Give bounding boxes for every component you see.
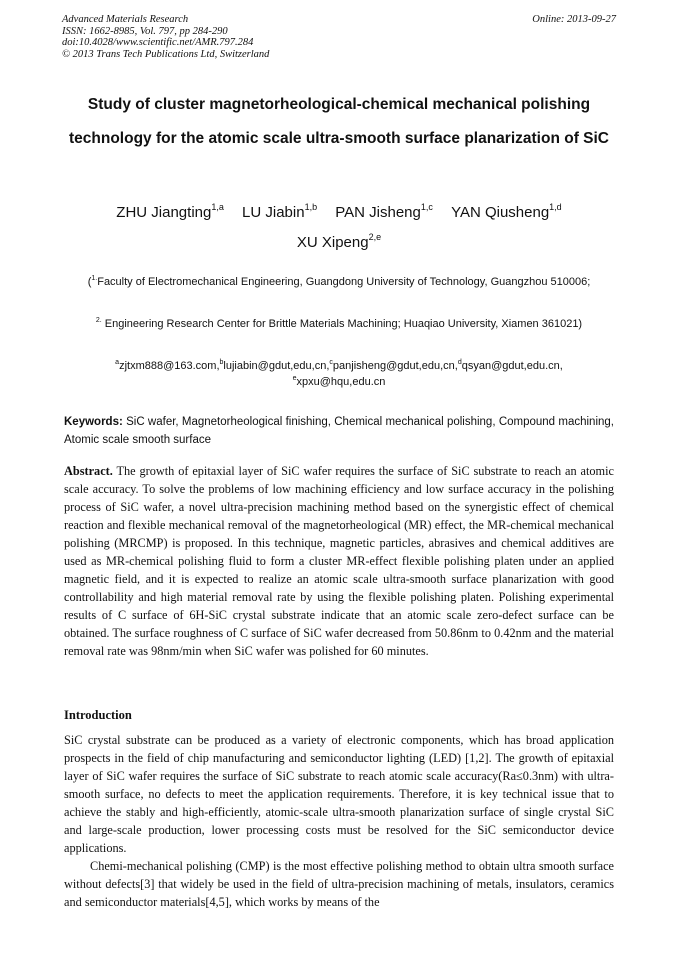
email-link[interactable]: lujiabin@gdut,edu,cn, [223, 360, 330, 372]
issn-line: ISSN: 1662-8985, Vol. 797, pp 284-290 [62, 25, 228, 37]
author: LU Jiabin$^{1,b}$ [242, 202, 318, 221]
author: YAN Qiusheng$^{1,d}$ [451, 202, 562, 221]
journal-name: Advanced Materials Research [62, 14, 189, 25]
paper-title: Study of cluster magnetorheological-chemical mechanical polishing technology for the atomic scale ultra-smooth surface planarization of SiC [68, 96, 609, 147]
abstract [64, 462, 614, 660]
section-heading-introduction: Introduction [64, 708, 132, 722]
author: XU Xipeng$^{2,e}$ [296, 232, 382, 251]
keywords-label: Keywords: [64, 416, 123, 428]
author: ZHU Jiangting$^{1,a}$ [116, 202, 224, 221]
introduction-body [64, 731, 614, 911]
abstract-label: Abstract. [64, 464, 113, 478]
email-link[interactable]: qsyan@gdut,edu.cn, [461, 360, 563, 372]
abstract-text: The growth of epitaxial layer of SiC wafer requires the surface of SiC substrate to reach an atomic scale accuracy. To solve the problems of low machining efficiency and low surface accuracy in the polishing process of SiC wafer, a novel ultra-precision machining method based on the synergistic effect of chemical reaction and flexible mechanical removal of the magnetorheological (MR) effect, the MR-chemical mechanical polishing (MRCMP) is proposed. In this technique, magnetic particles, abrasives and chemical additives are used as MR-chemical polishing fluid to form a cluster MR-effect flexible polishing platen under an applied magnetic field, and it is expected to realize an atomic scale ultra-smooth surface planarization with good controllability and high material removal rate by using the flexible polishing platen. Polishing experimental results of C surface of 6H-SiC crystal substrate indicate that an atomic scale zero-defect surface can be obtained. The surface roughness of C surface of SiC wafer decreased from 50.86nm to 0.42nm and the material removal rate was 98nm/min when SiC wafer was polished for 60 minutes. [64, 464, 614, 658]
keywords [64, 413, 614, 449]
online-date: Online: 2013-09-27 [532, 14, 616, 25]
email-link[interactable]: panjisheng@gdut,edu,cn, [332, 360, 458, 372]
paragraph: SiC crystal substrate can be produced as a variety of electronic components, which has broad application prospects in the field of chip manufacturing and semiconductor lighting (LED) [1,2]. The growth of epitaxial layer of SiC wafer requires the surface of SiC substrate to reach atomic scale accuracy(Ra≤0.3nm) with ultra-smooth surface, no defects to meet the application requirements. Therefore, it is key technical issue that to achieve the stably and high-efficiently, atomic-scale ultra-smooth planarization surface of single crystal SiC and large-scale production, lower processing costs must be resolved for the SiC semiconductor device applications. [64, 733, 614, 855]
keywords-text: SiC wafer, Magnetorheological finishing, Chemical mechanical polishing, Compound machining, Atomic scale smooth surface [64, 416, 614, 446]
affiliation-2: $^{2.}$ Engineering Research Center for Brittle Materials Machining; Huaqiao University, Xiamen 361021) [95, 317, 583, 330]
paragraph: Chemi-mechanical polishing (CMP) is the most effective polishing method to obtain ultra smooth surface without defects[3] that widely be used in the field of ultra-precision machining of metals, insulators, ceramics and semiconductor materials[4,5], which works by means of the [64, 859, 614, 909]
author-list [62, 200, 616, 256]
email-link[interactable]: xpxu@hqu,edu.cn [296, 376, 386, 388]
doi-line: doi:10.4028/www.scientific.net/AMR.797.284 [62, 37, 254, 48]
copyright-line: © 2013 Trans Tech Publications Ltd, Switzerland [62, 48, 270, 60]
affiliation-1: ($^{1.}$Faculty of Electromechanical Engineering, Guangdong University of Technology, Guangzhou 510006; [87, 275, 591, 288]
author-emails: $^a$zjtxm888@163.com,$^b$lujiabin@gdut,edu,cn,$^c$panjisheng@gdut,edu,cn,$^d$qsyan@gdut,edu.cn, $^e$xpxu@hqu,edu.cn [115, 359, 563, 388]
journal-header [62, 14, 616, 60]
email-link[interactable]: zjtxm888@163.com, [119, 360, 220, 372]
author: PAN Jisheng$^{1,c}$ [335, 202, 433, 221]
